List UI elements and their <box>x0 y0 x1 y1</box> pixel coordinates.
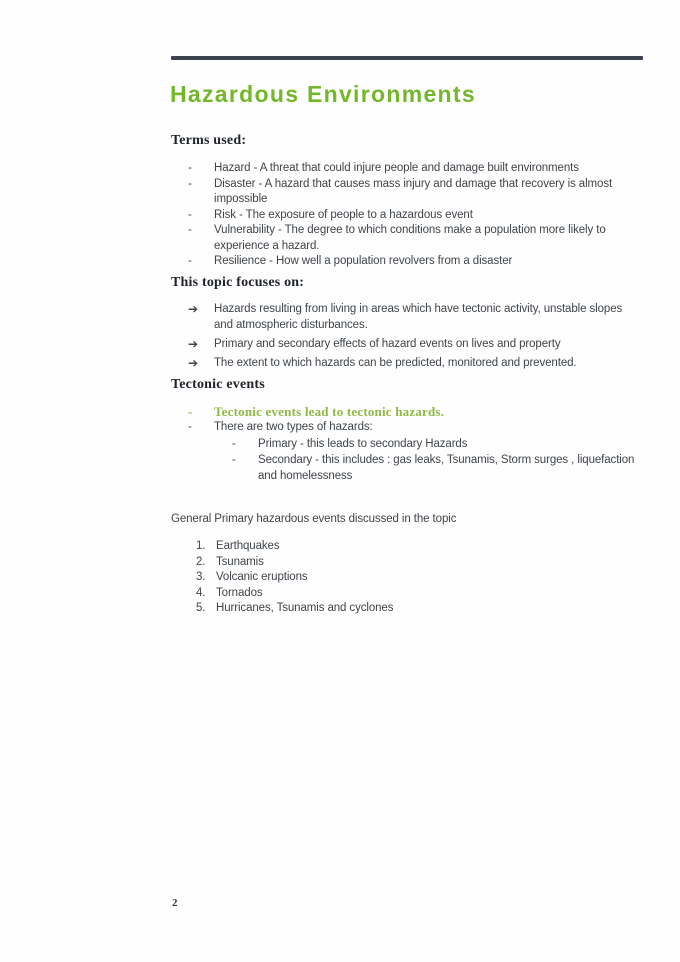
list-item <box>188 420 644 436</box>
dash-bullet: - <box>232 437 236 450</box>
arrow-bullet-icon: ➔ <box>188 356 198 370</box>
arrow-bullet-icon: ➔ <box>188 337 198 351</box>
focus-list <box>188 301 644 374</box>
focus-text: Primary and secondary effects of hazard events on lives and property <box>214 338 561 350</box>
title-divider-rule <box>171 56 643 60</box>
list-item <box>188 177 644 208</box>
numbered-item <box>196 539 616 555</box>
general-intro-text: General Primary hazardous events discussed in the topic <box>171 513 457 525</box>
item-number: 4. <box>196 586 206 599</box>
tectonic-text: There are two types of hazards: <box>214 421 373 433</box>
tectonic-green-text: Tectonic events lead to tectonic hazards. <box>214 404 445 419</box>
item-number: 3. <box>196 571 206 583</box>
hazard-type-text: Secondary - this includes : gas leaks, Tsunamis, Storm surges , liquefaction and homelessness <box>258 454 635 482</box>
dash-bullet: - <box>188 162 192 174</box>
term-text: Risk - The exposure of people to a hazardous event <box>214 208 473 221</box>
numbered-item <box>196 555 616 571</box>
focus-heading: This topic focuses on: <box>171 275 305 290</box>
term-text: Hazard - A threat that could injure people and damage built environments <box>214 162 579 174</box>
list-item-highlight <box>188 404 644 419</box>
dash-bullet: - <box>232 454 236 466</box>
arrow-bullet-icon: ➔ <box>188 302 198 316</box>
terms-list <box>188 161 644 270</box>
page-title: Hazardous Environments <box>170 81 476 107</box>
list-item <box>188 208 644 224</box>
item-number: 2. <box>196 555 206 568</box>
item-number: 5. <box>196 602 206 614</box>
dash-bullet: - <box>188 208 192 221</box>
page-number: 2 <box>172 897 178 909</box>
list-item <box>188 301 644 333</box>
event-text: Earthquakes <box>216 540 280 552</box>
focus-text: Hazards resulting from living in areas which have tectonic activity, unstable slopes and atmospheric disturbances. <box>214 303 623 331</box>
dash-bullet: - <box>188 177 192 190</box>
dash-bullet: - <box>188 255 192 267</box>
event-text: Volcanic eruptions <box>216 571 308 583</box>
event-text: Tsunamis <box>216 555 264 568</box>
list-item <box>188 336 644 352</box>
term-text: Resilience - How well a population revolvers from a disaster <box>214 255 513 267</box>
tectonic-heading: Tectonic events <box>171 377 265 392</box>
item-number: 1. <box>196 540 206 552</box>
event-text: Hurricanes, Tsunamis and cyclones <box>216 602 394 614</box>
dash-bullet: - <box>188 421 192 433</box>
sub-list-item <box>232 437 644 453</box>
numbered-item <box>196 570 616 586</box>
term-text: Vulnerability - The degree to which conditions make a population more likely to experience a hazard. <box>214 224 606 252</box>
numbered-list <box>196 539 616 617</box>
list-item <box>188 355 644 371</box>
list-item <box>188 223 644 254</box>
dash-bullet: - <box>188 224 192 236</box>
numbered-item <box>196 586 616 602</box>
numbered-item <box>196 601 616 617</box>
sub-list-item <box>232 453 644 484</box>
list-item <box>188 254 644 270</box>
event-text: Tornados <box>216 586 263 599</box>
dash-bullet: - <box>188 404 193 419</box>
term-text: Disaster - A hazard that causes mass injury and damage that recovery is almost impossible <box>214 177 613 205</box>
list-item <box>188 161 644 177</box>
terms-heading: Terms used: <box>171 133 247 148</box>
hazard-type-text: Primary - this leads to secondary Hazards <box>258 437 468 450</box>
focus-text: The extent to which hazards can be predicted, monitored and prevented. <box>214 357 577 369</box>
tectonic-list <box>188 404 644 485</box>
